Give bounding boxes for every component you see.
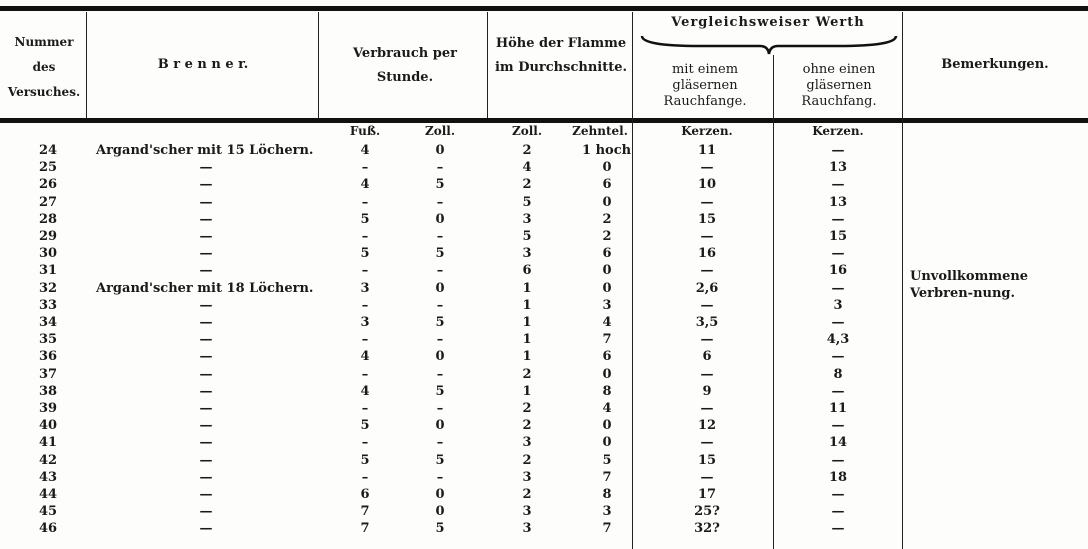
cell-ohne: — (831, 383, 845, 399)
cell-nummer: 26 (38, 177, 58, 193)
cell-nummer: 33 (38, 297, 58, 313)
cell-ohne: 8 (833, 366, 843, 382)
cell-zehntel: 0 (602, 194, 612, 210)
cell-fuss: – (361, 160, 369, 176)
cell-brenner: — (199, 332, 213, 348)
cell-nummer: 39 (38, 401, 58, 416)
unit-zoll-hoehe: Zoll. (511, 124, 543, 138)
cell-fuss: 6 (360, 487, 370, 502)
cell-nummer: 43 (38, 469, 58, 485)
cell-brenner: — (199, 452, 213, 468)
cell-zoll: 5 (435, 246, 445, 262)
cell-hoehe-zoll: 2 (522, 418, 532, 434)
cell-zoll: – (436, 297, 444, 313)
cell-brenner: — (199, 349, 213, 365)
header-nummer: Nummer des Versuches. (7, 35, 81, 99)
cell-ohne: — (831, 452, 845, 468)
cell-nummer: 25 (38, 160, 58, 176)
cell-mit: — (700, 297, 714, 313)
cell-nummer: 42 (38, 452, 58, 468)
cell-ohne: — (831, 246, 845, 262)
cell-zehntel: 6 (602, 246, 612, 262)
cell-fuss: 5 (360, 418, 370, 434)
cell-fuss: 7 (360, 504, 370, 520)
cell-ohne: — (831, 418, 845, 434)
cell-zoll: 0 (435, 487, 445, 502)
cell-zoll: 0 (435, 280, 445, 296)
cell-zehntel: 4 (602, 315, 612, 330)
cell-nummer: 40 (38, 418, 58, 434)
cell-fuss: – (361, 194, 369, 210)
cell-mit: 17 (697, 487, 717, 502)
cell-hoehe-zoll: 3 (522, 469, 532, 485)
cell-mit: — (700, 435, 714, 451)
unit-kerzen-ohne: Kerzen. (812, 124, 864, 138)
cell-zoll: – (436, 160, 444, 176)
cell-brenner: — (199, 435, 213, 451)
cell-hoehe-zoll: 3 (522, 521, 532, 537)
cell-mit: 16 (697, 246, 717, 262)
unit-kerzen-mit: Kerzen. (681, 124, 733, 138)
cell-zehntel: 7 (602, 332, 612, 348)
cell-brenner: — (199, 246, 213, 262)
cell-nummer: 44 (38, 487, 58, 502)
cell-ohne: — (831, 143, 845, 158)
cell-zehntel: 0 (602, 263, 612, 279)
header-vergleich: Vergleichsweiser Werth (671, 15, 865, 30)
cell-brenner: — (199, 263, 213, 279)
remark-text: Unvollkommene Verbren-nung. (910, 269, 1029, 301)
cell-zehntel: 2 (602, 229, 612, 244)
cell-nummer: 31 (38, 263, 58, 279)
cell-hoehe-zoll: 1 (522, 297, 532, 313)
cell-brenner: Argand'scher mit 18 Löchern. (96, 280, 314, 296)
cell-nummer: 36 (38, 349, 58, 365)
cell-mit: 15 (697, 211, 717, 227)
col-divider (487, 12, 488, 118)
cell-brenner: — (199, 521, 213, 537)
cell-ohne: 3 (833, 297, 843, 313)
cell-zoll: – (436, 332, 444, 348)
cell-hoehe-zoll: 6 (522, 263, 532, 279)
cell-brenner: — (199, 383, 213, 399)
col-divider (773, 55, 774, 549)
cell-fuss: – (361, 469, 369, 485)
cell-nummer: 29 (38, 229, 58, 244)
cell-zoll: – (436, 366, 444, 382)
cell-ohne: 13 (828, 194, 848, 210)
cell-fuss: 4 (360, 349, 370, 365)
cell-mit: 3,5 (695, 315, 719, 330)
cell-ohne: — (831, 177, 845, 193)
cell-ohne: — (831, 280, 845, 296)
cell-mit: — (700, 160, 714, 176)
cell-fuss: – (361, 263, 369, 279)
cell-mit: 12 (697, 418, 717, 434)
col-divider (318, 12, 319, 118)
header-verbrauch: Verbrauch per Stunde. (353, 46, 457, 85)
cell-hoehe-zoll: 3 (522, 504, 532, 520)
cell-brenner: — (199, 211, 213, 227)
cell-zehntel: 0 (602, 435, 612, 451)
cell-ohne: 11 (828, 401, 848, 416)
cell-mit: 2,6 (695, 280, 719, 296)
cell-zoll: 5 (435, 452, 445, 468)
cell-mit: 6 (702, 349, 712, 365)
cell-brenner: — (199, 177, 213, 193)
cell-zehntel: 0 (602, 366, 612, 382)
cell-zoll: 5 (435, 315, 445, 330)
cell-nummer: 30 (38, 246, 58, 262)
cell-mit: — (700, 401, 714, 416)
cell-hoehe-zoll: 2 (522, 452, 532, 468)
cell-brenner: — (199, 297, 213, 313)
cell-fuss: – (361, 435, 369, 451)
cell-ohne: — (831, 521, 845, 537)
cell-zehntel: 7 (602, 521, 612, 537)
cell-nummer: 34 (38, 315, 58, 330)
cell-mit: 10 (697, 177, 717, 193)
cell-brenner: — (199, 315, 213, 330)
cell-hoehe-zoll: 4 (522, 160, 532, 176)
cell-ohne: 14 (828, 435, 848, 451)
cell-brenner: — (199, 160, 213, 176)
cell-zehntel: 8 (602, 383, 612, 399)
cell-hoehe-zoll: 1 (522, 349, 532, 365)
cell-zoll: 0 (435, 143, 445, 158)
header-brenner: B r e n n e r. (157, 57, 249, 72)
cell-ohne: 13 (828, 160, 848, 176)
cell-fuss: 5 (360, 211, 370, 227)
cell-zoll: 5 (435, 383, 445, 399)
cell-ohne: — (831, 349, 845, 365)
cell-brenner: — (199, 366, 213, 382)
cell-ohne: — (831, 487, 845, 502)
cell-mit: — (700, 366, 714, 382)
header-ohne: ohne einen gläsernen Rauchfang. (801, 62, 877, 109)
cell-nummer: 28 (38, 211, 58, 227)
cell-hoehe-zoll: 3 (522, 435, 532, 451)
cell-fuss: – (361, 297, 369, 313)
cell-ohne: 16 (828, 263, 848, 279)
cell-hoehe-zoll: 1 (522, 332, 532, 348)
cell-zehntel: 6 (602, 349, 612, 365)
header-mit: mit einem gläsernen Rauchfange. (663, 62, 747, 109)
cell-mit: — (700, 332, 714, 348)
cell-zoll: – (436, 435, 444, 451)
cell-hoehe-zoll: 1 (522, 315, 532, 330)
cell-nummer: 37 (38, 366, 58, 382)
cell-brenner: — (199, 504, 213, 520)
cell-nummer: 41 (38, 435, 58, 451)
brace-icon (640, 34, 898, 56)
cell-fuss: – (361, 332, 369, 348)
cell-hoehe-zoll: 1 (522, 280, 532, 296)
cell-nummer: 38 (38, 383, 58, 399)
cell-fuss: – (361, 229, 369, 244)
cell-zehntel: 1 hoch (582, 143, 632, 158)
cell-fuss: 5 (360, 452, 370, 468)
cell-hoehe-zoll: 5 (522, 229, 532, 244)
cell-zoll: 5 (435, 177, 445, 193)
cell-brenner: — (199, 418, 213, 434)
unit-zehntel: Zehntel. (572, 124, 628, 138)
cell-nummer: 45 (38, 504, 58, 520)
cell-fuss: – (361, 366, 369, 382)
cell-hoehe-zoll: 5 (522, 194, 532, 210)
cell-fuss: 3 (360, 280, 370, 296)
cell-hoehe-zoll: 2 (522, 143, 532, 158)
cell-hoehe-zoll: 2 (522, 401, 532, 416)
cell-hoehe-zoll: 3 (522, 246, 532, 262)
cell-zoll: – (436, 229, 444, 244)
cell-ohne: 15 (828, 229, 848, 244)
cell-brenner: — (199, 487, 213, 502)
cell-brenner: Argand'scher mit 15 Löchern. (96, 143, 314, 158)
cell-hoehe-zoll: 1 (522, 383, 532, 399)
cell-brenner: — (199, 469, 213, 485)
unit-zoll-verbrauch: Zoll. (424, 124, 456, 138)
cell-hoehe-zoll: 2 (522, 177, 532, 193)
cell-brenner: — (199, 194, 213, 210)
cell-zoll: 0 (435, 349, 445, 365)
cell-fuss: 5 (360, 246, 370, 262)
header-rule (0, 118, 1088, 123)
cell-zoll: 0 (435, 504, 445, 520)
cell-zoll: 5 (435, 521, 445, 537)
cell-zehntel: 0 (602, 280, 612, 296)
cell-hoehe-zoll: 3 (522, 211, 532, 227)
cell-zoll: 0 (435, 418, 445, 434)
cell-ohne: — (831, 504, 845, 520)
cell-mit: 15 (697, 452, 717, 468)
cell-ohne: 18 (828, 469, 848, 485)
cell-zehntel: 6 (602, 177, 612, 193)
cell-fuss: 4 (360, 177, 370, 193)
cell-zehntel: 0 (602, 160, 612, 176)
header-hoehe: Höhe der Flamme im Durchschnitte. (494, 36, 628, 75)
col-divider (86, 12, 87, 118)
cell-zoll: – (436, 263, 444, 279)
cell-mit: 25? (694, 504, 720, 520)
cell-zoll: – (436, 469, 444, 485)
cell-fuss: 4 (360, 143, 370, 158)
cell-fuss: 7 (360, 521, 370, 537)
cell-ohne: — (831, 211, 845, 227)
cell-mit: — (700, 229, 714, 244)
cell-mit: — (700, 469, 714, 485)
cell-hoehe-zoll: 2 (522, 487, 532, 502)
cell-zoll: – (436, 401, 444, 416)
cell-zoll: – (436, 194, 444, 210)
unit-fuss: Fuß. (349, 124, 381, 138)
cell-zehntel: 0 (602, 418, 612, 434)
top-rule (0, 6, 1088, 11)
cell-nummer: 24 (38, 143, 58, 158)
cell-mit: — (700, 263, 714, 279)
cell-nummer: 35 (38, 332, 58, 348)
cell-zoll: 0 (435, 211, 445, 227)
cell-zehntel: 2 (602, 211, 612, 227)
cell-mit: 9 (702, 383, 712, 399)
cell-zehntel: 8 (602, 487, 612, 502)
cell-zehntel: 3 (602, 504, 612, 520)
cell-ohne: — (831, 315, 845, 330)
cell-zehntel: 4 (602, 401, 612, 416)
cell-zehntel: 3 (602, 297, 612, 313)
header-bemerkungen: Bemerkungen. (941, 57, 1049, 72)
cell-fuss: – (361, 401, 369, 416)
cell-mit: 32? (694, 521, 720, 537)
cell-fuss: 4 (360, 383, 370, 399)
cell-nummer: 27 (38, 194, 58, 210)
cell-zehntel: 5 (602, 452, 612, 468)
cell-mit: — (700, 194, 714, 210)
cell-mit: 11 (697, 143, 717, 158)
cell-hoehe-zoll: 2 (522, 366, 532, 382)
cell-zehntel: 7 (602, 469, 612, 485)
cell-fuss: 3 (360, 315, 370, 330)
cell-nummer: 46 (38, 521, 58, 537)
cell-nummer: 32 (38, 280, 58, 296)
cell-ohne: 4,3 (826, 332, 850, 348)
col-divider (902, 12, 903, 549)
cell-brenner: — (199, 229, 213, 244)
cell-brenner: — (199, 401, 213, 416)
